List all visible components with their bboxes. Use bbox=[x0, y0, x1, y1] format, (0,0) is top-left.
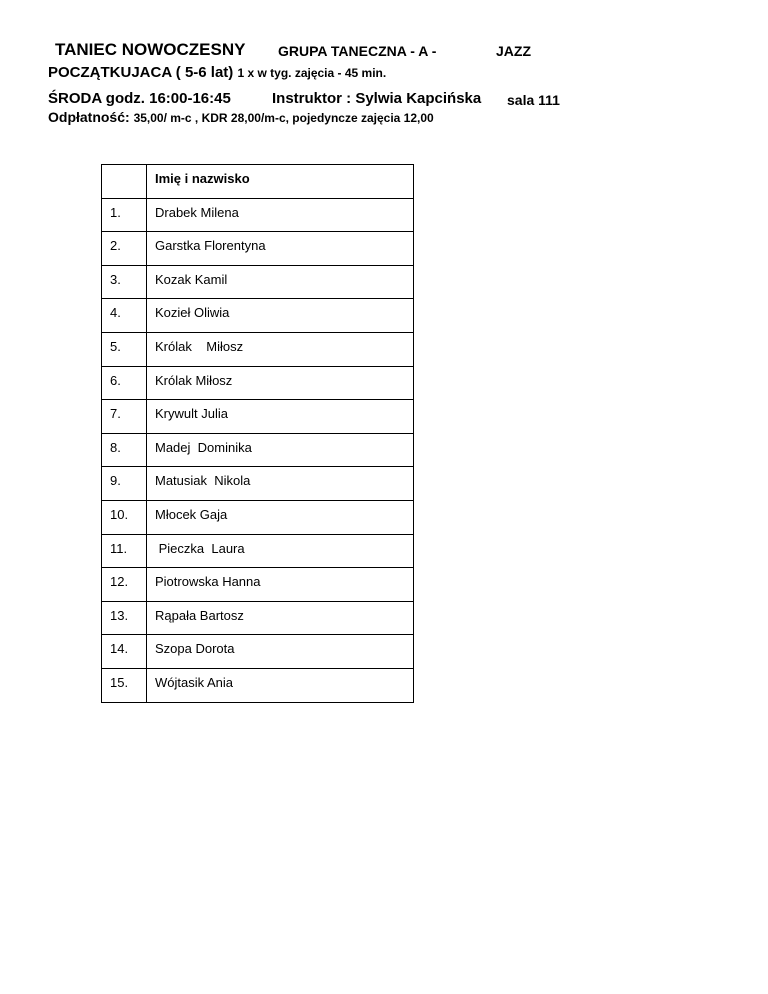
table-row bbox=[102, 467, 414, 501]
table-row bbox=[102, 400, 414, 434]
table-row bbox=[102, 198, 414, 232]
fees-detail: 35,00/ m-c , KDR 28,00/m-c, pojedyncze zajęcia 12,00 bbox=[133, 111, 434, 125]
instructor: Instruktor : Sylwia Kapcińska bbox=[272, 90, 482, 107]
row-name-cell: Kozieł Oliwia bbox=[147, 299, 414, 333]
table-row bbox=[102, 500, 414, 534]
day-time: ŚRODA godz. 16:00-16:45 bbox=[48, 90, 231, 107]
row-number-cell: 5. bbox=[102, 332, 147, 366]
table-row bbox=[102, 433, 414, 467]
row-number-cell: 14. bbox=[102, 635, 147, 669]
row-name-cell: Szopa Dorota bbox=[147, 635, 414, 669]
row-number-cell: 4. bbox=[102, 299, 147, 333]
level-line bbox=[48, 64, 386, 81]
row-name-cell: Kozak Kamil bbox=[147, 265, 414, 299]
row-number-cell: 9. bbox=[102, 467, 147, 501]
row-number-cell: 15. bbox=[102, 668, 147, 702]
row-name-cell: Młocek Gaja bbox=[147, 500, 414, 534]
table-row bbox=[102, 635, 414, 669]
group-name: GRUPA TANECZNA - A - bbox=[278, 43, 437, 59]
row-number-cell: 3. bbox=[102, 265, 147, 299]
fees-label: Odpłatność: bbox=[48, 109, 130, 125]
table-row bbox=[102, 534, 414, 568]
row-name-cell: Drabek Milena bbox=[147, 198, 414, 232]
row-name-cell: Krywult Julia bbox=[147, 400, 414, 434]
row-number-cell: 6. bbox=[102, 366, 147, 400]
table-row bbox=[102, 601, 414, 635]
roster-table bbox=[101, 164, 414, 703]
row-number-cell: 2. bbox=[102, 232, 147, 266]
row-name-cell: Garstka Florentyna bbox=[147, 232, 414, 266]
header-number-cell bbox=[102, 165, 147, 199]
row-name-cell: Rąpała Bartosz bbox=[147, 601, 414, 635]
document-title: TANIEC NOWOCZESNY bbox=[55, 40, 246, 59]
row-number-cell: 12. bbox=[102, 568, 147, 602]
roster-body bbox=[102, 165, 414, 703]
table-row bbox=[102, 299, 414, 333]
row-number-cell: 7. bbox=[102, 400, 147, 434]
row-name-cell: Królak Miłosz bbox=[147, 366, 414, 400]
row-name-cell: Madej Dominika bbox=[147, 433, 414, 467]
dance-style: JAZZ bbox=[496, 43, 531, 59]
row-name-cell: Królak Miłosz bbox=[147, 332, 414, 366]
row-number-cell: 1. bbox=[102, 198, 147, 232]
row-number-cell: 8. bbox=[102, 433, 147, 467]
table-row bbox=[102, 265, 414, 299]
row-name-cell: Wójtasik Ania bbox=[147, 668, 414, 702]
row-name-cell: Pieczka Laura bbox=[147, 534, 414, 568]
table-row bbox=[102, 668, 414, 702]
table-row bbox=[102, 366, 414, 400]
level-detail: 1 x w tyg. zajęcia - 45 min. bbox=[237, 66, 387, 80]
level-text: POCZĄTKUJACA ( 5-6 lat) bbox=[48, 64, 234, 81]
room: sala 111 bbox=[507, 92, 560, 108]
table-row bbox=[102, 332, 414, 366]
fees-line bbox=[48, 109, 434, 125]
row-number-cell: 10. bbox=[102, 500, 147, 534]
header-name-cell: Imię i nazwisko bbox=[147, 165, 414, 199]
row-number-cell: 11. bbox=[102, 534, 147, 568]
table-row bbox=[102, 568, 414, 602]
row-name-cell: Matusiak Nikola bbox=[147, 467, 414, 501]
row-name-cell: Piotrowska Hanna bbox=[147, 568, 414, 602]
table-header-row bbox=[102, 165, 414, 199]
table-row bbox=[102, 232, 414, 266]
row-number-cell: 13. bbox=[102, 601, 147, 635]
